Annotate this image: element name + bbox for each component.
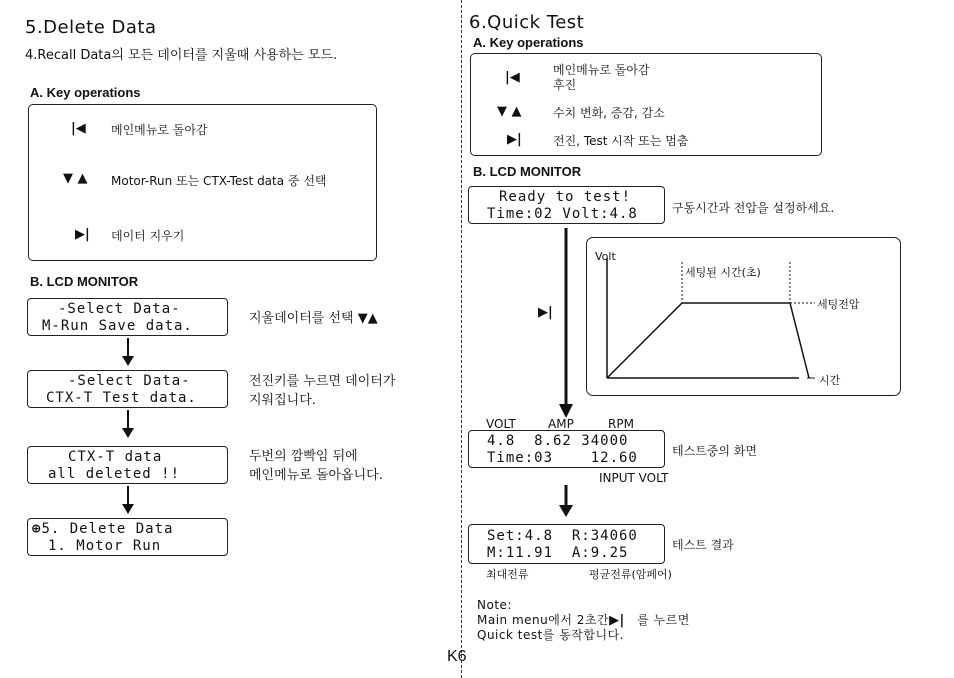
lcd-line: Ready to test! bbox=[499, 189, 632, 205]
left-key-box bbox=[28, 104, 377, 261]
lcd-line: Time:02 Volt:4.8 bbox=[487, 206, 638, 222]
lcd-line: -Select Data- bbox=[68, 373, 191, 389]
key-text-forward: 전진, Test 시작 또는 멈춤 bbox=[553, 134, 689, 148]
key-text-select: Motor-Run 또는 CTX-Test data 중 선택 bbox=[111, 174, 327, 188]
key-text-back bbox=[553, 63, 650, 93]
header-volt: VOLT bbox=[486, 417, 516, 431]
graph-svg bbox=[587, 238, 899, 394]
right-lcd-heading: B. LCD MONITOR bbox=[473, 164, 582, 179]
left-subtitle: 4.Recall Data의 모든 데이터를 지울때 사용하는 모드. bbox=[25, 48, 338, 63]
key-text-line: 후진 bbox=[553, 78, 577, 92]
lcd-line bbox=[32, 521, 227, 538]
input-volt-label: INPUT VOLT bbox=[599, 471, 669, 485]
plus-circle-icon: ⊕ bbox=[32, 521, 42, 537]
lcd-line: 1. Motor Run bbox=[48, 538, 162, 554]
lcd-note: 테스트중의 화면 bbox=[672, 444, 757, 458]
up-down-icon: ▼ ▲ bbox=[497, 104, 522, 119]
lcd-select-ctx bbox=[27, 370, 228, 408]
forward-icon: ▶| bbox=[75, 227, 90, 242]
voltage-profile-graph bbox=[586, 237, 901, 396]
up-down-icon: ▼ ▲ bbox=[63, 171, 88, 186]
avg-current-label: 평균전류(암페어) bbox=[589, 568, 672, 581]
header-rpm: RPM bbox=[608, 417, 634, 431]
lcd-note bbox=[249, 447, 383, 485]
note-line: 두번의 깜빡임 뒤에 bbox=[249, 449, 358, 464]
forward-icon: ▶| bbox=[507, 132, 522, 147]
lcd-ready bbox=[468, 186, 665, 224]
forward-icon: ▶| bbox=[609, 613, 625, 628]
header-amp: AMP bbox=[548, 417, 574, 431]
lcd-testing bbox=[468, 430, 665, 468]
key-text-change: 수치 변화, 증감, 감소 bbox=[553, 106, 665, 120]
lcd-note: 구동시간과 전압을 설정하세요. bbox=[672, 201, 835, 215]
graph-y-label: Volt bbox=[595, 250, 616, 263]
note-block bbox=[477, 598, 690, 643]
note-line: 메인메뉴로 돌아옵니다. bbox=[249, 468, 383, 483]
long-down-arrow-icon bbox=[556, 228, 576, 420]
lcd-deleted bbox=[27, 446, 228, 484]
key-text-delete: 데이터 지우기 bbox=[111, 229, 185, 243]
note-text: 를 누르면 bbox=[637, 613, 690, 627]
note-text: Main menu에서 2초간 bbox=[477, 613, 610, 627]
down-arrow-icon bbox=[118, 410, 138, 440]
down-arrow-icon bbox=[556, 485, 576, 519]
lcd-text: 5. Delete Data bbox=[41, 521, 174, 537]
lcd-line: -Select Data- bbox=[58, 301, 181, 317]
back-icon: |◀ bbox=[71, 121, 86, 136]
graph-time-label: 세팅된 시간(초) bbox=[685, 266, 761, 279]
graph-volt-label: 세팅전압 bbox=[817, 298, 860, 311]
max-current-label: 최대전류 bbox=[486, 568, 529, 581]
lcd-line: Time:03 12.60 bbox=[487, 450, 638, 466]
down-arrow-icon bbox=[118, 486, 138, 516]
page-divider bbox=[461, 0, 462, 678]
voltage-profile-line bbox=[607, 303, 809, 378]
down-arrow-icon bbox=[118, 338, 138, 368]
key-text-line: 메인메뉴로 돌아감 bbox=[553, 63, 650, 77]
key-text-back: 메인메뉴로 돌아감 bbox=[111, 123, 208, 137]
lcd-line: CTX-T Test data. bbox=[46, 390, 197, 406]
back-icon: |◀ bbox=[505, 70, 520, 85]
note-line-1 bbox=[477, 613, 690, 628]
right-title: 6.Quick Test bbox=[469, 12, 585, 33]
left-key-heading: A. Key operations bbox=[30, 85, 141, 100]
lcd-line: all deleted !! bbox=[48, 466, 181, 482]
lcd-line: Set:4.8 R:34060 bbox=[487, 528, 638, 544]
lcd-line: M:11.91 A:9.25 bbox=[487, 545, 629, 561]
forward-icon: ▶| bbox=[538, 305, 553, 320]
note-line-2: Quick test를 동작합니다. bbox=[477, 628, 624, 642]
note-line: 전진키를 누르면 데이터가 bbox=[249, 374, 396, 389]
graph-x-label: 시간 bbox=[819, 374, 841, 387]
left-title: 5.Delete Data bbox=[25, 17, 157, 38]
lcd-note bbox=[249, 372, 395, 410]
lcd-note: 테스트 결과 bbox=[672, 538, 734, 552]
lcd-select-mrun bbox=[27, 298, 228, 336]
lcd-note: 지울데이터를 선택 ▼▲ bbox=[249, 311, 378, 326]
page-number: K6 bbox=[447, 648, 467, 665]
lcd-main-menu bbox=[27, 518, 228, 556]
lcd-result bbox=[468, 524, 665, 564]
right-key-heading: A. Key operations bbox=[473, 35, 584, 50]
lcd-line: M-Run Save data. bbox=[42, 318, 193, 334]
right-key-box bbox=[470, 53, 822, 156]
note-title: Note: bbox=[477, 598, 512, 612]
lcd-line: CTX-T data bbox=[68, 449, 163, 465]
left-lcd-heading: B. LCD MONITOR bbox=[30, 274, 139, 289]
note-line: 지워집니다. bbox=[249, 393, 316, 408]
lcd-line: 4.8 8.62 34000 bbox=[487, 433, 629, 449]
